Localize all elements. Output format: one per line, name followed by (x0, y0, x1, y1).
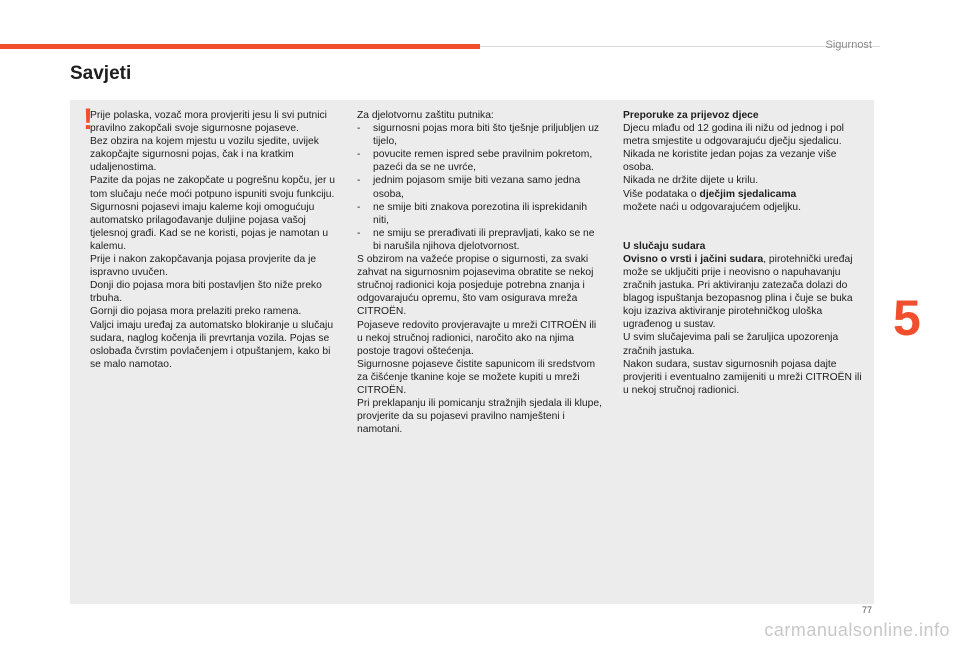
page-number: 77 (861, 605, 872, 615)
list-item: - povucite remen ispred sebe pravilnim pokretom, pazeći da se ne uvrće, (357, 148, 604, 174)
paragraph: Nakon sudara, sustav sigurnosnih pojasa dajte provjeriti i eventualno zamijeniti u mreži CITROËN ili u nekoj stručnoj radionici. (623, 358, 862, 396)
paragraph: S obzirom na važeće propise o sigurnosti, za svaki zahvat na sigurnosnim pojasevima obratite se nekoj stručnoj radionici koja posjeduje potrebna znanja i odgovarajuću opremu, što vam osigurava mreža CITROËN. (357, 254, 594, 318)
section-label: Sigurnost (825, 39, 872, 51)
watermark: carmanualsonline.info (764, 620, 950, 640)
paragraph: Gornji dio pojasa mora prelaziti preko ramena. (90, 306, 302, 318)
text-run: , pirotehnički uređaj može se uključiti prije i neovisno o napuhavanju zračnih jastuka. Pri aktiviranju zatezača dolazi do blagog ispuštanja bezopasnog plina i čuje se buka koju izaziva aktiviranje pirotehničkog uloška ugrađenog u sustav. (623, 253, 853, 331)
list-item: - ne smiju se prerađivati ili prepravljati, kako se ne bi narušila njihova djelotvornost. (357, 227, 604, 253)
paragraph: Valjci imaju uređaj za automatsko blokiranje u slučaju sudara, naglog kočenja ili prevrtanja vozila. Pojas se oslobađa čvrstim povlačenjem i otpuštanjem, kako bi se malo namotao. (90, 319, 334, 370)
paragraph (623, 188, 867, 214)
page-title: Savjeti (70, 63, 132, 84)
exclamation-icon: ! (83, 103, 93, 136)
column-children-crash (623, 109, 867, 397)
intro-text: Za djelotvornu zaštitu putnika: (357, 110, 494, 121)
list-item: - ne smije biti znakova porezotina ili isprekidanih niti, (357, 201, 604, 227)
paragraph: Prije i nakon zakopčavanja pojasa provjerite da je ispravno uvučen. (90, 254, 317, 279)
text-run-bold: dječjim sjedalicama (699, 188, 797, 200)
text-run: možete naći u odgovarajućem odjeljku. (623, 201, 802, 213)
column-protection (357, 109, 604, 436)
paragraph: Sigurnosne pojaseve čistite sapunicom ili sredstvom za čišćenje tkanine koje se možete kupiti u mreži CITROËN. (357, 358, 596, 396)
paragraph: Nikada ne držite dijete u krilu. (623, 175, 759, 187)
paragraph: Pri preklapanju ili pomicanju stražnjih sjedala ili klupe, provjerite da su pojasevi pravilno namješteni i namotani. (357, 398, 602, 436)
paragraph: U svim slučajevima pali se žaruljica upozorenja zračnih jastuka. (623, 332, 839, 357)
text-run: Više podataka o (623, 188, 700, 200)
list-item: - sigurnosni pojas mora biti što tješnje priljubljen uz tijelo, (357, 122, 604, 148)
paragraph: Donji dio pojasa mora biti postavljen što niže preko trbuha. (90, 280, 322, 305)
chapter-number: 5 (893, 290, 921, 346)
paragraph: Djecu mlađu od 12 godina ili nižu od jednog i pol metra smjestite u odgovarajuću dječju sjedalicu. (623, 123, 844, 148)
header-accent-bar (0, 44, 480, 49)
paragraph: Nikada ne koristite jedan pojas za vezanje više osoba. (623, 149, 837, 174)
text-run-bold: Ovisno o vrsti i jačini sudara (623, 253, 764, 265)
paragraph: Bez obzira na kojem mjestu u vozilu sjedite, uvijek zakopčajte sigurnosni pojas, čak i na kratkim udaljenostima. (90, 136, 319, 174)
paragraph: Pojaseve redovito provjeravajte u mreži CITROËN ili u nekoj stručnoj radionici, naročito ako na njima postoje tragovi oštećenja. (357, 319, 597, 357)
header-divider (480, 46, 880, 47)
paragraph: Pazite da pojas ne zakopčate u pogrešnu kopču, jer u tom slučaju neće moći potpuno ispuniti svoju funkciju. (90, 175, 335, 200)
paragraph: Prije polaska, vozač mora provjeriti jesu li svi putnici pravilno zakopčali svoje sigurnosne pojaseve. (90, 110, 327, 135)
paragraph: Sigurnosni pojasevi imaju kaleme koji omogućuju automatsko prilagođavanje duljine pojasa vašoj tjelesnoj građi. Kad se ne koristi, pojas je namotan u kalemu. (90, 201, 329, 252)
paragraph (623, 253, 867, 332)
crash-heading: U slučaju sudara (623, 240, 706, 252)
list-item: - jednim pojasom smije biti vezana samo jedna osoba, (357, 174, 604, 200)
protection-list (357, 122, 604, 253)
kids-heading: Preporuke za prijevoz djece (623, 110, 759, 121)
column-warnings (90, 109, 344, 371)
